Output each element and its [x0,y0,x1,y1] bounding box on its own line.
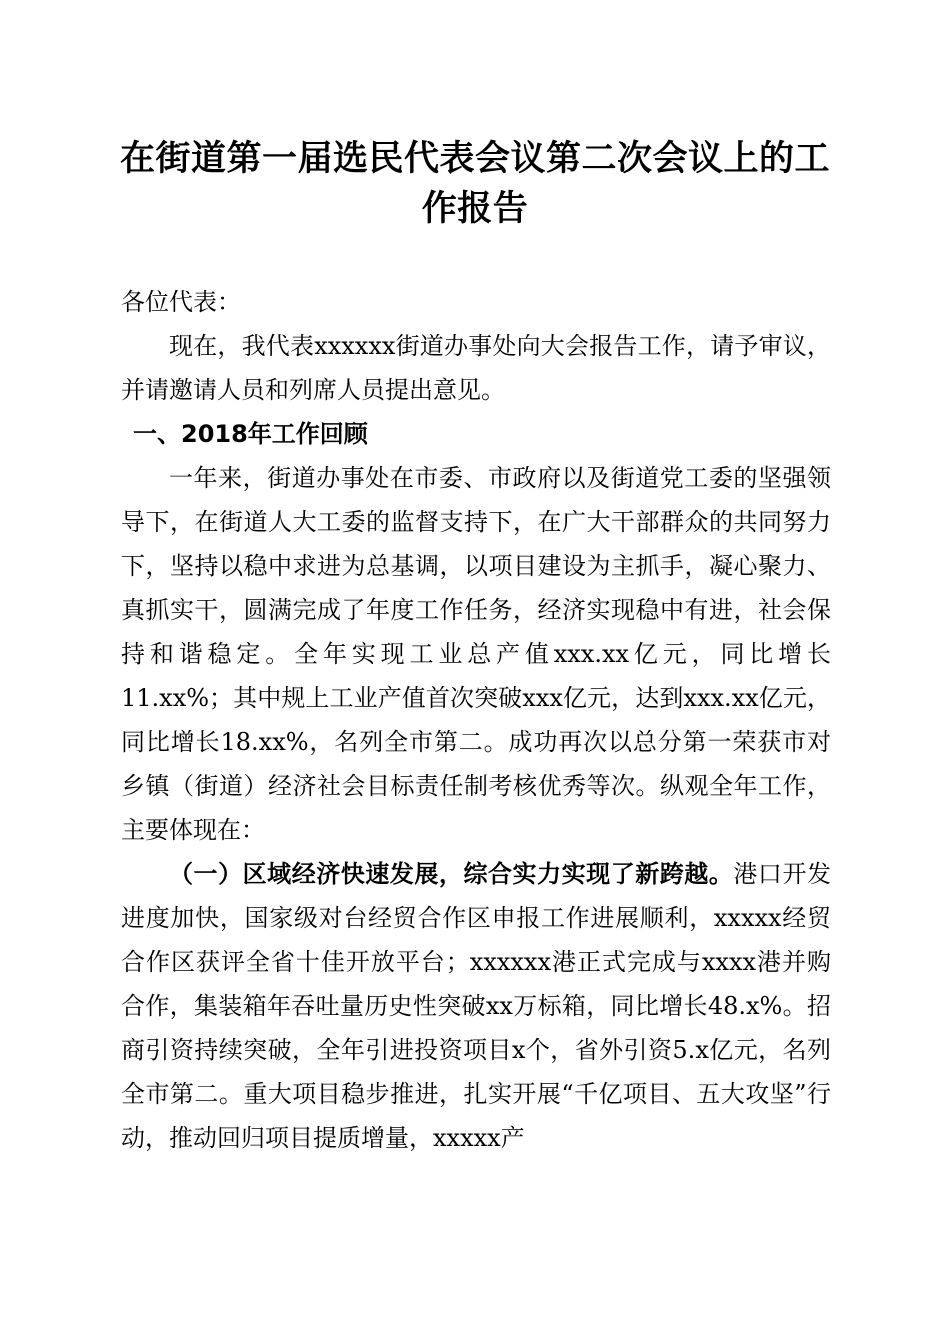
section-paragraph: 一年来，街道办事处在市委、市政府以及街道党工委的坚强领导下，在街道人大工委的监督支持下，在广大干部群众的共同努力下，坚持以稳中求进为总基调，以项目建设为主抓手，凝心聚力、真抓实干，圆满完成了年度工作任务，经济实现稳中有进，社会保持和谐稳定。全年实现工业总产值xxx.xx亿元，同比增长11.xx%；其中规上工业产值首次突破xxx亿元，达到xxx.xx亿元，同比增长18.xx%，名列全市第二。成功再次以总分第一荣获市对乡镇（街道）经济社会目标责任制考核优秀等次。纵观全年工作，主要体现在： [121,464,831,844]
document-title: 在街道第一届选民代表会议第二次会议上的工作报告 [119,138,830,229]
subsection-text: 港口开发进度加快，国家级对台经贸合作区申报工作进展顺利，xxxxx经贸合作区获评全省十佳开放平台；xxxxxx港正式完成与xxxx港并购合作，集装箱年吞吐量历史性突破xx万标箱，同比增长48.x%。招商引资持续突破，全年引进投资项目x个，省外引资5.x亿元，名列全市第二。重大项目稳步推进，扎实开展“千亿项目、五大攻坚”行动，推动回归项目提质增量，xxxxx产 [121,860,832,1152]
subsection-paragraph [121,852,831,1160]
salutation: 各位代表： [121,288,241,316]
document-body [121,280,831,1160]
section-heading: 一、2018年工作回顾 [133,420,368,448]
subsection-lead: （一）区域经济快速发展，综合实力实现了新跨越。 [169,859,734,888]
intro-paragraph: 现在，我代表xxxxxx街道办事处向大会报告工作，请予审议，并请邀请人员和列席人员提出意见。 [121,332,831,404]
